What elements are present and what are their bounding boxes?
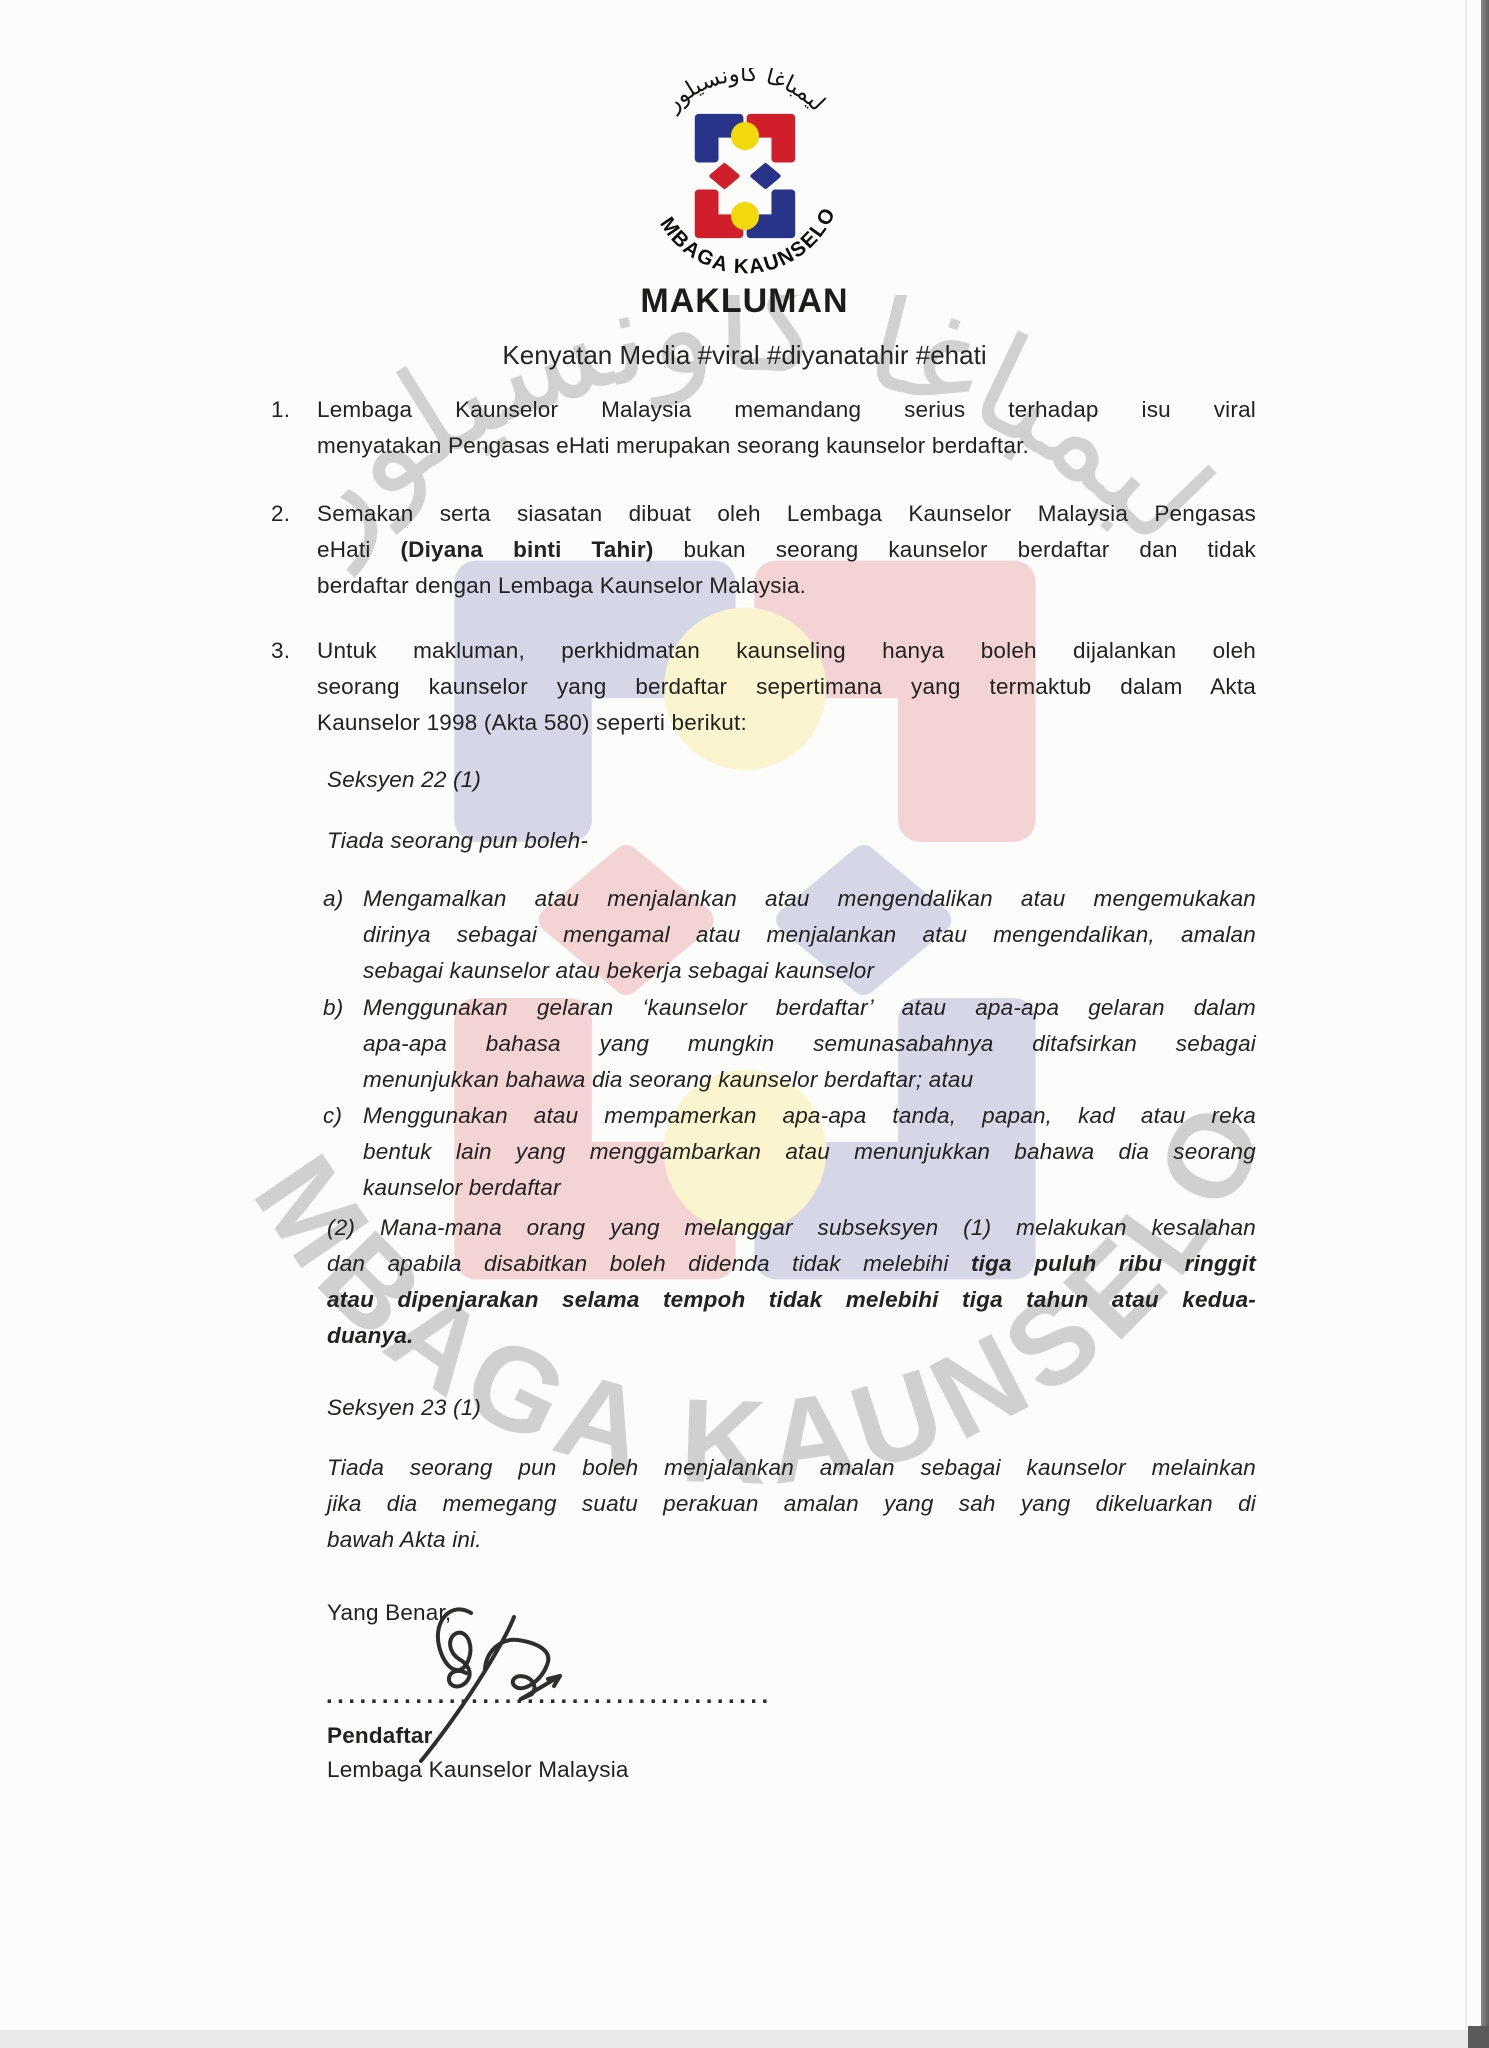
item-text-line: eHati (Diyana binti Tahir) bukan seorang kaunselor berdaftar dan tidak [317, 537, 1257, 562]
numbered-item-2 [271, 496, 1257, 604]
item-text-line: sebagai kaunselor atau bekerja sebagai kaunselor [363, 958, 875, 983]
bold-founder-name: (Diyana binti Tahir) [400, 537, 654, 562]
paragraph-line: atau dipenjarakan selama tempoh tidak melebihi tiga tahun atau kedua- [327, 1287, 1256, 1312]
paragraph-line: Tiada seorang pun boleh menjalankan amalan sebagai kaunselor melainkan [327, 1455, 1256, 1480]
item-text-line: Kaunselor 1998 (Akta 580) seperti berikut: [317, 710, 747, 735]
seksyen-23-paragraph [327, 1450, 1256, 1558]
item-letter: a) [323, 886, 344, 911]
scan-edge-corner [1468, 2026, 1489, 2048]
bold-penalty-text: tiga puluh ribu ringgit [970, 1251, 1257, 1276]
item-text-line: Lembaga Kaunselor Malaysia memandang serius terhadap isu viral [317, 397, 1256, 422]
lettered-item-a [323, 881, 1256, 989]
signer-title-line: Pendaftar, [327, 1723, 440, 1748]
item-text-line: Menggunakan atau mempamerkan apa-apa tanda, papan, kad atau reka [363, 1103, 1256, 1128]
lettered-item-b [323, 990, 1256, 1098]
lembaga-kaunselor-logo [637, 68, 853, 284]
lettered-item-c [323, 1098, 1256, 1206]
item-text-line: Mengamalkan atau menjalankan atau mengendalikan atau mengemukakan [363, 886, 1256, 911]
item-text-line: kaunselor berdaftar [363, 1175, 561, 1200]
paragraph-line: (2) Mana-mana orang yang melanggar subseksyen (1) melakukan kesalahan [327, 1215, 1256, 1240]
numbered-item-3 [271, 633, 1256, 741]
document-subtitle: Kenyatan Media #viral #diyanatahir #ehati [502, 340, 987, 370]
subsection-2-paragraph [327, 1210, 1256, 1354]
signer-title: Pendaftar [327, 1723, 433, 1748]
section-heading-seksyen-22: Seksyen 22 (1) [327, 767, 482, 792]
item-text-line: apa-apa bahasa yang mungkin semunasabahnya ditafsirkan sebagai [363, 1031, 1256, 1056]
item-text-line: berdaftar dengan Lembaga Kaunselor Malaysia. [317, 573, 807, 598]
item-text-line: dirinya sebagai mengamal atau menjalankan atau mengendalikan, amalan [363, 922, 1256, 947]
item-text-line: Menggunakan gelaran ‘kaunselor berdaftar’ atau apa-apa gelaran dalam [363, 995, 1256, 1020]
item-number: 2. [271, 501, 291, 526]
item-text-line: seorang kaunselor yang berdaftar sepertimana yang termaktub dalam Akta [317, 674, 1256, 699]
numbered-item-1 [271, 392, 1256, 464]
scan-edge-bottom [0, 2030, 1489, 2048]
paragraph-line: bawah Akta ini. [327, 1527, 482, 1552]
item-text-line: Semakan serta siasatan dibuat oleh Lembaga Kaunselor Malaysia Pengasas [317, 501, 1256, 526]
closing-salutation: Yang Benar, [327, 1600, 452, 1625]
item-number: 1. [271, 397, 291, 422]
item-text-line: bentuk lain yang menggambarkan atau menunjukkan bahawa dia seorang [363, 1139, 1256, 1164]
paragraph-line: dan apabila disabitkan boleh didenda tidak melebihi tiga puluh ribu ringgit [327, 1251, 1257, 1276]
item-number: 3. [271, 638, 291, 663]
seksyen-22-intro: Tiada seorang pun boleh- [327, 828, 589, 853]
organization-name: Lembaga Kaunselor Malaysia [327, 1757, 629, 1782]
paragraph-line: jika dia memegang suatu perakuan amalan yang sah yang dikeluarkan di [327, 1491, 1256, 1516]
paragraph-line: duanya. [327, 1323, 414, 1348]
scan-edge-right [1481, 0, 1489, 2048]
item-text-line: menyatakan Pengasas eHati merupakan seorang kaunselor berdaftar. [317, 433, 1029, 458]
item-letter: b) [323, 995, 344, 1020]
item-text-line: menunjukkan bahawa dia seorang kaunselor berdaftar; atau [363, 1067, 974, 1092]
document-title: MAKLUMAN [640, 282, 849, 320]
signature-dotted-line: ........................................ [326, 1682, 773, 1709]
item-letter: c) [323, 1103, 343, 1128]
item-text-line: Untuk makluman, perkhidmatan kaunseling hanya boleh dijalankan oleh [317, 638, 1256, 663]
section-heading-seksyen-23: Seksyen 23 (1) [327, 1395, 482, 1420]
scan-crease-line [1465, 0, 1467, 2048]
